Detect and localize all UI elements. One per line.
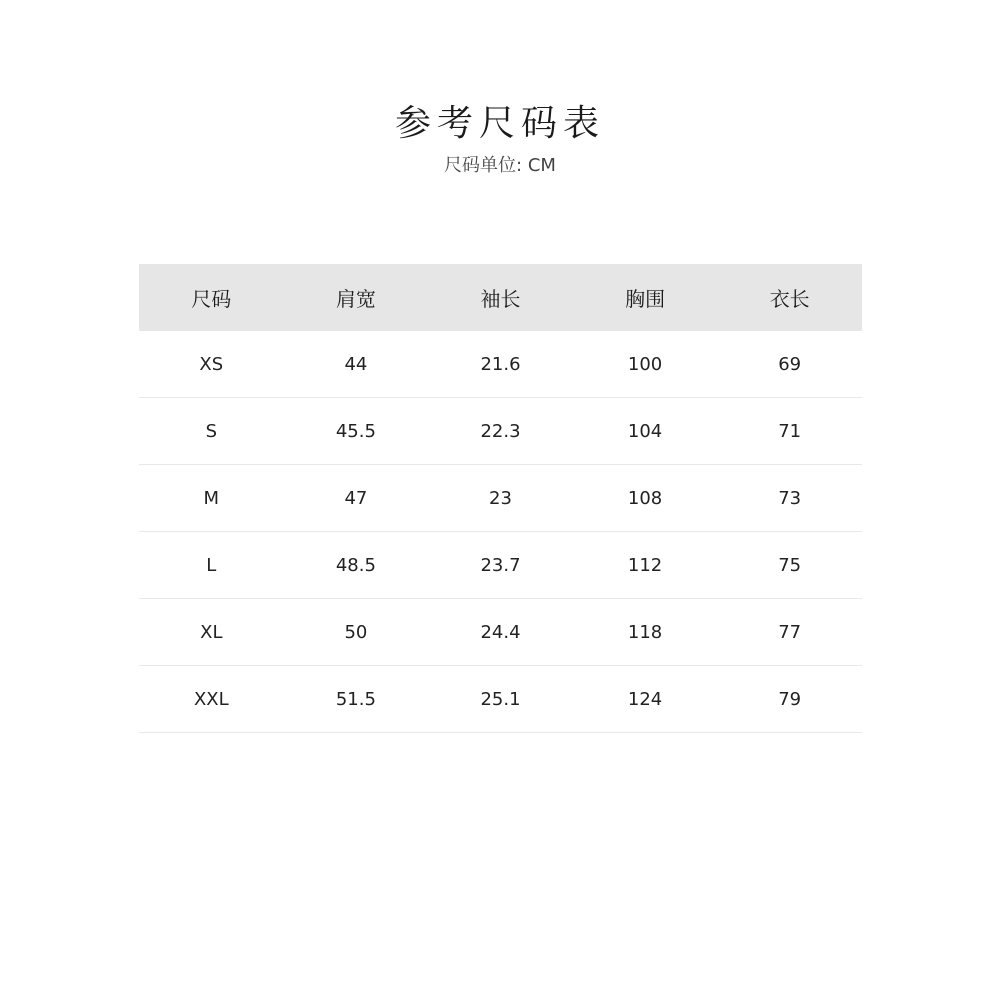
table-cell: 51.5 bbox=[284, 666, 429, 733]
size-chart-table bbox=[139, 264, 862, 733]
header-cell-shoulder-width: 肩宽 bbox=[284, 264, 429, 331]
table-cell: 100 bbox=[573, 331, 718, 398]
header-cell-body-length: 衣长 bbox=[717, 264, 862, 331]
table-cell: 24.4 bbox=[428, 599, 573, 666]
table-cell: 23.7 bbox=[428, 532, 573, 599]
table-cell: 75 bbox=[717, 532, 862, 599]
page-title: 参考尺码表 bbox=[394, 103, 605, 144]
table-cell: S bbox=[139, 398, 284, 465]
table-cell: 112 bbox=[573, 532, 718, 599]
table-cell: XL bbox=[139, 599, 284, 666]
table-row bbox=[139, 532, 862, 599]
table-cell: XS bbox=[139, 331, 284, 398]
table-cell: 23 bbox=[428, 465, 573, 532]
table-cell: 124 bbox=[573, 666, 718, 733]
table-cell: 79 bbox=[717, 666, 862, 733]
table-cell: 22.3 bbox=[428, 398, 573, 465]
table-row bbox=[139, 398, 862, 465]
header-cell-sleeve-length: 袖长 bbox=[428, 264, 573, 331]
table-header bbox=[139, 264, 862, 331]
table-cell: 50 bbox=[284, 599, 429, 666]
table-cell: 108 bbox=[573, 465, 718, 532]
table-cell: 25.1 bbox=[428, 666, 573, 733]
table-cell: 71 bbox=[717, 398, 862, 465]
table-body bbox=[139, 331, 862, 733]
table-cell: 45.5 bbox=[284, 398, 429, 465]
table-row bbox=[139, 599, 862, 666]
header-cell-size: 尺码 bbox=[139, 264, 284, 331]
table-row bbox=[139, 666, 862, 733]
table-cell: 73 bbox=[717, 465, 862, 532]
header-cell-chest: 胸围 bbox=[573, 264, 718, 331]
table-cell: 44 bbox=[284, 331, 429, 398]
table-cell: 77 bbox=[717, 599, 862, 666]
table-cell: 104 bbox=[573, 398, 718, 465]
table-cell: XXL bbox=[139, 666, 284, 733]
table-row bbox=[139, 331, 862, 398]
header-row bbox=[139, 264, 862, 331]
table-cell: L bbox=[139, 532, 284, 599]
table-cell: 69 bbox=[717, 331, 862, 398]
table-row bbox=[139, 465, 862, 532]
page-subtitle: 尺码单位: CM bbox=[444, 155, 556, 176]
table-cell: 118 bbox=[573, 599, 718, 666]
table-cell: 21.6 bbox=[428, 331, 573, 398]
table-cell: 47 bbox=[284, 465, 429, 532]
table-cell: 48.5 bbox=[284, 532, 429, 599]
table-cell: M bbox=[139, 465, 284, 532]
